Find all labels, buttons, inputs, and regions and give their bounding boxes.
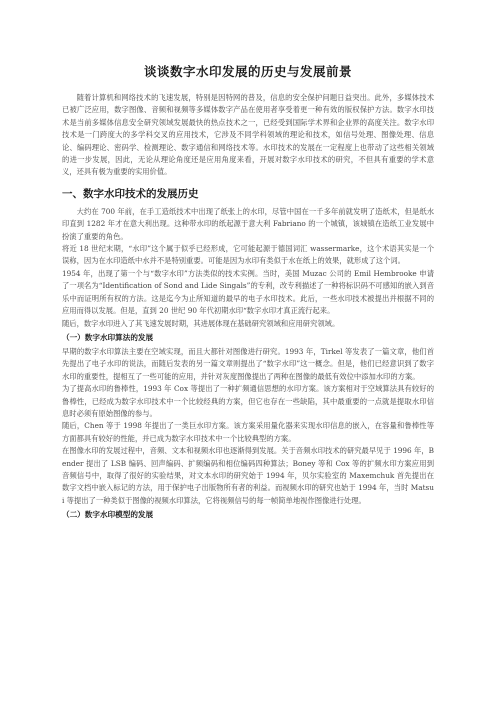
subsection-heading-algorithms: （一）数字水印算法的发展	[62, 332, 154, 342]
document-title: 谈谈数字水印发展的历史与发展前景	[143, 64, 352, 79]
paragraph-rapid-development: 随后，数字水印进入了其飞速发展时期，其进展体现在基础研究领域和应用研究领域。	[62, 318, 340, 328]
section-heading-history: 一、数字水印技术的发展历史	[62, 187, 199, 200]
subsection-heading-models: （二）数字水印模型的发展	[62, 510, 154, 520]
paragraph-quantization: 随后，Chen 等于 1998 年提出了一类巨水印方案。该方案采用量化器来实现水印信息的嵌入，在容量和鲁棒性等方面都具有较好的性能，并已成为数字水印技术中一个比较典型的方案。	[62, 421, 434, 443]
paragraph-spread-spectrum: 为了提高水印的鲁棒性，1993 年 Cox 等提出了一种扩频通信思想的水印方案。该方案相对于空域算法具有较好的鲁棒性，已经成为数字水印技术中一个比较经典的方案，但它也存在一些缺陷，其中最重要的一点就是提取水印信息时必须有原始图像的参与。	[62, 384, 434, 418]
intro-paragraph: 随着计算机和网络技术的飞速发展，特别是因特网的普及，信息的安全保护问题日益突出。此外，多媒体技术已被广泛应用，数字图像、音频和视频等多媒体数字产品在使用者享受着更一种有效的版权保护方法。数字水印技术是当前多媒体信息安全研究领域发展最快的热点技术之一，已经受到国际学术界和企业界的高度关注。数字水印技术是一门跨度大的多学科交叉的应用技术，它涉及不同学科领域的理论和技术，如信号处理、图像处理、信息论、编码理论、密码学、检测理论、数字通信和网络技术等。水印技术的发展在一定程度上也带动了这些相关领域的进一步发展，因此，无论从理论角度还是应用角度来看，开展对数字水印技术的研究，不但具有重要的学术意义，还具有极为重要的实用价值。	[62, 93, 434, 177]
paragraph-paper-watermark: 大约在 700 年前，在手工造纸技术中出现了纸张上的水印，尽管中国在一千多年前就发明了造纸术，但是纸水印直到 1282 年才在意大利出现。这种带水印的纸起源于意大利 Fabriano 的一个城镇，该城镇在造纸工业发展中扮演了重要的角色。	[62, 206, 434, 241]
paragraph-spatial-domain: 早期的数字水印算法主要在空域实现，而且大都针对图像进行研究。1993 年，Tirkel 等发表了一篇文章，他们首先提出了电子水印的说法，而随后发表的另一篇文章则提出了“数字水印”这一概念。但是，他们已经意识到了数字水印的重要性，提相互了一些可能的应用，并针对灰度图像提出了两种在图像的最低有效位中添加水印的方案。	[62, 346, 434, 381]
paragraph-audio-text-video: 在图像水印的发展过程中，音频、文本和视频水印也逐渐得到发展。关于音频水印技术的研究最早见于 1996 年，Bender 提出了 LSB 编码、回声编码、扩频编码和相位编码四种算法；Boney 等和 Cox 等的扩频水印方案应用到音频信号中，取得了很好的实验结果，对文本水印的研究始于 1994 年，贝尔实验室的 Maxemchuk 首先提出在数字文档中嵌入标记的方法，用于保护电子出版物所有者的利益。而视频水印的研究也始于 1994 年，当时 Matsui 等提出了一种类似于图像的视频水印算法，它将视频信号的每一帧简单地视作图像进行处理。	[62, 446, 434, 505]
paragraph-first-digital-watermark: 1954 年，出现了第一个与“数字水印”方法类似的技术实例。当时，美国 Muzac 公司的 Emil Hembrooke 申请了一项名为“Identification of Sond and Lide Singals”的专利，改专利描述了一种将标识码不可感知的嵌入到音乐中而证明所有权的方法。这是迄今为止所知道的最早的电子水印技术。此后，一些水印技术被提出并根据不同的应用而得以发展。但是，直到 20 世纪 90 年代初期水印“数字水印才真正流行起来。	[62, 268, 434, 316]
paragraph-watermark-term: 将近 18 世纪末期，“水印”这个属于似乎已经形成，它可能起源于德国词汇 wassermarke，这个术语其实是一个误称，因为在水印造纸中水并不是特别重要。可能是因为水印有类似于水在纸上的效果，就形成了这个词。	[62, 244, 434, 266]
